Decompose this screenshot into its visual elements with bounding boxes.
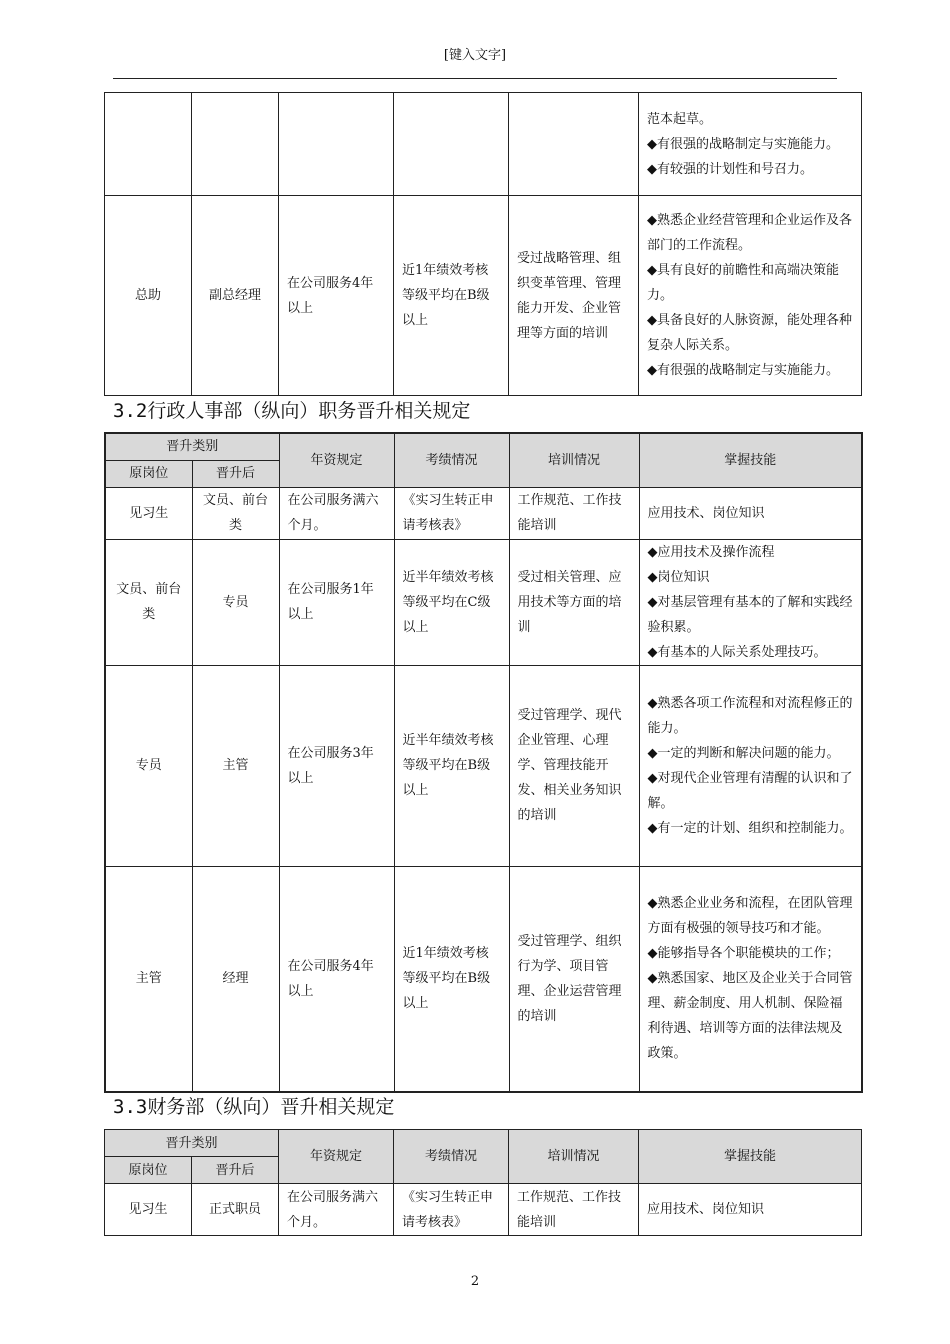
promoted-position-cell: 文员、前台类	[192, 487, 279, 539]
header-row	[105, 433, 862, 460]
table-row	[105, 487, 862, 539]
skills-cell: ◆应用技术及操作流程 ◆岗位知识 ◆对基层管理有基本的了解和实践经验积累。 ◆有基本的人际关系处理技巧。	[639, 539, 862, 665]
header-row	[105, 1130, 862, 1157]
training-cell: 工作规范、工作技能培训	[509, 487, 639, 539]
original-position-header: 原岗位	[105, 460, 192, 487]
promoted-position-cell: 专员	[192, 539, 279, 665]
table-row	[105, 665, 862, 866]
training-header: 培训情况	[509, 433, 639, 487]
performance-header: 考绩情况	[394, 433, 509, 487]
seniority-cell: 在公司服务3年以上	[279, 665, 394, 866]
performance-cell: 近1年绩效考核等级平均在B级以上	[394, 866, 509, 1092]
original-position-cell: 专员	[105, 665, 192, 866]
performance-cell: 近半年绩效考核等级平均在B级以上	[394, 665, 509, 866]
original-position-cell: 见习生	[105, 1184, 192, 1236]
page-header: [键入文字]	[443, 48, 507, 63]
original-position-cell: 文员、前台类	[105, 539, 192, 665]
skills-cell: ◆熟悉企业经营管理和企业运作及各部门的工作流程。 ◆具有良好的前瞻性和高端决策能力。 ◆具备良好的人脉资源，能处理各种复杂人际关系。 ◆有很强的战略制定与实施能力。	[639, 196, 862, 396]
performance-cell: 《实习生转正申请考核表》	[394, 1184, 509, 1236]
training-cell: 受过管理学、现代企业管理、心理学、管理技能开发、相关业务知识的培训	[509, 665, 639, 866]
seniority-cell: 在公司服务满六个月。	[279, 487, 394, 539]
header-divider	[113, 78, 837, 79]
category-header: 晋升类别	[105, 1130, 279, 1157]
skills-header: 掌握技能	[639, 1130, 862, 1184]
training-cell: 受过战略管理、组织变革管理、管理能力开发、企业管理等方面的培训	[509, 196, 639, 396]
skills-cell: 范本起草。 ◆有很强的战略制定与实施能力。 ◆有较强的计划性和号召力。	[639, 93, 862, 196]
category-header: 晋升类别	[105, 433, 279, 460]
table-row	[105, 866, 862, 1092]
promoted-position-header: 晋升后	[192, 460, 279, 487]
table-row	[105, 93, 862, 196]
seniority-header: 年资规定	[279, 433, 394, 487]
seniority-cell: 在公司服务4年以上	[279, 866, 394, 1092]
seniority-cell: 在公司服务满六个月。	[279, 1184, 394, 1236]
original-position-cell: 见习生	[105, 487, 192, 539]
page-number: 2	[470, 1274, 480, 1289]
promoted-position-cell: 主管	[192, 665, 279, 866]
performance-cell: 近半年绩效考核等级平均在C级以上	[394, 539, 509, 665]
promoted-position-cell: 正式职员	[192, 1184, 279, 1236]
seniority-header: 年资规定	[279, 1130, 394, 1184]
table-row	[105, 539, 862, 665]
performance-cell: 近1年绩效考核等级平均在B级以上	[394, 196, 509, 396]
skills-header: 掌握技能	[639, 433, 862, 487]
skills-cell: 应用技术、岗位知识	[639, 1184, 862, 1236]
training-header: 培训情况	[509, 1130, 639, 1184]
table-row	[105, 1184, 862, 1236]
training-cell: 受过管理学、组织行为学、项目管理、企业运营管理的培训	[509, 866, 639, 1092]
skills-cell: 应用技术、岗位知识	[639, 487, 862, 539]
promoted-position-cell: 副总经理	[192, 196, 279, 396]
original-position-header: 原岗位	[105, 1157, 192, 1184]
skills-cell: ◆熟悉企业业务和流程，在团队管理方面有极强的领导技巧和才能。 ◆能够指导各个职能模块的工作； ◆熟悉国家、地区及企业关于合同管理、薪金制度、用人机制、保险福利待遇、培训等方面的法律法规及政策。	[639, 866, 862, 1092]
seniority-cell: 在公司服务1年以上	[279, 539, 394, 665]
performance-cell: 《实习生转正申请考核表》	[394, 487, 509, 539]
promoted-position-cell: 经理	[192, 866, 279, 1092]
section-title: 3.2行政人事部（纵向）职务晋升相关规定	[113, 400, 471, 422]
skills-cell: ◆熟悉各项工作流程和对流程修正的能力。 ◆一定的判断和解决问题的能力。 ◆对现代企业管理有清醒的认识和了解。 ◆有一定的计划、组织和控制能力。	[639, 665, 862, 866]
training-cell: 受过相关管理、应用技术等方面的培训	[509, 539, 639, 665]
table-row	[105, 196, 862, 396]
seniority-cell: 在公司服务4年以上	[279, 196, 394, 396]
original-position-cell: 总助	[105, 196, 192, 396]
original-position-cell: 主管	[105, 866, 192, 1092]
promotion-table-continued	[104, 92, 862, 396]
promoted-position-header: 晋升后	[192, 1157, 279, 1184]
training-cell: 工作规范、工作技能培训	[509, 1184, 639, 1236]
finance-promotion-table	[104, 1129, 862, 1236]
section-title: 3.3财务部（纵向）晋升相关规定	[113, 1096, 395, 1118]
performance-header: 考绩情况	[394, 1130, 509, 1184]
admin-hr-promotion-table	[104, 432, 863, 1093]
